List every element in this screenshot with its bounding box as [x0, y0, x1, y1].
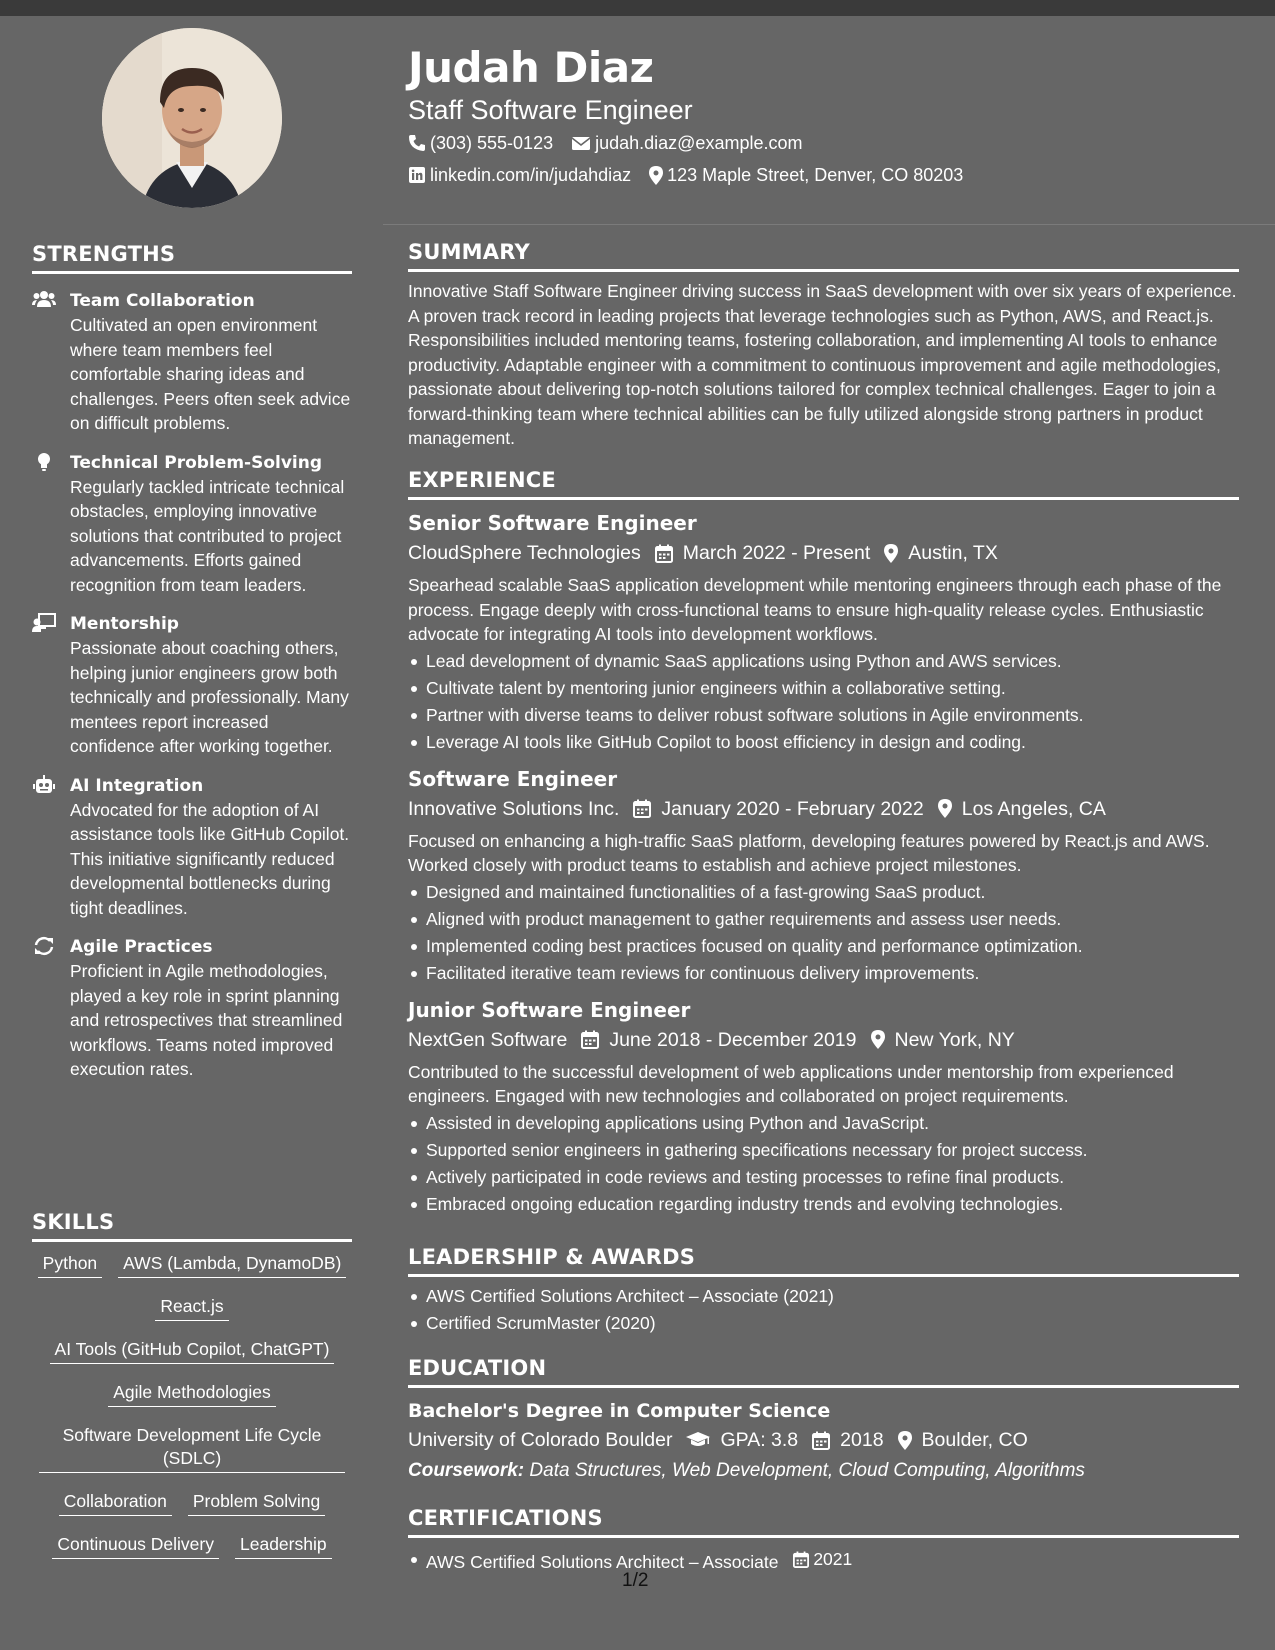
top-bar	[0, 0, 1275, 16]
coursework	[408, 1456, 1239, 1486]
job-bullet: Implemented coding best practices focused on quality and performance optimization.	[408, 933, 1239, 960]
summary-text: Innovative Staff Software Engineer driving success in SaaS development with over six years of experience. A proven track record in leading projects that leverage technologies such as Python, AWS, and React.js. Responsibilities included mentoring teams, fostering collaboration, and implementing AI tools to enhance productivity. Adaptable engineer with a commitment to continuous improvement and agile methodologies, passionate about delivering top-notch solutions tailored for complex technical challenges. Eager to join a forward-thinking team where technical abilities can be fully utilized alongside strong partners in product management.	[408, 281, 1237, 448]
strength-item	[32, 289, 352, 436]
job-bullet: Leverage AI tools like GitHub Copilot to boost efficiency in design and coding.	[408, 729, 1239, 756]
job-dates: January 2020 - February 2022	[661, 797, 924, 820]
skill-tag: Python	[38, 1252, 102, 1278]
certifications-section	[408, 1506, 1239, 1576]
company-name: Innovative Solutions Inc.	[408, 797, 620, 820]
skill-tag: Continuous Delivery	[52, 1533, 219, 1559]
certifications-heading: CERTIFICATIONS	[408, 1506, 1239, 1538]
skill-tag: Software Development Life Cycle (SDLC)	[39, 1424, 345, 1473]
calendar-icon	[812, 1431, 830, 1450]
leadership-section	[408, 1245, 1239, 1337]
certification-year: 2021	[813, 1549, 853, 1569]
map-pin-icon	[649, 166, 663, 185]
job-location: New York, NY	[894, 1028, 1015, 1051]
job-location: Austin, TX	[908, 542, 998, 564]
map-pin-icon	[871, 1030, 885, 1049]
education-heading: EDUCATION	[408, 1356, 1239, 1388]
candidate-name: Judah Diaz	[408, 43, 654, 92]
address: 123 Maple Street, Denver, CO 80203	[667, 165, 964, 185]
leadership-heading: LEADERSHIP & AWARDS	[408, 1245, 1239, 1277]
education-section	[408, 1356, 1239, 1486]
award-item: AWS Certified Solutions Architect – Associate (2021)	[408, 1283, 1239, 1310]
strength-desc: Passionate about coaching others, helping junior engineers grow both technically and professionally. Many mentees report increased confidence after working together.	[70, 638, 349, 756]
strength-desc: Cultivated an open environment where team members feel comfortable sharing ideas and challenges. Peers often seek advice on difficult problems.	[70, 315, 351, 433]
job-bullet: Partner with diverse teams to deliver robust software solutions in Agile environments.	[408, 702, 1239, 729]
calendar-icon	[581, 1030, 599, 1049]
strength-desc: Advocated for the adoption of AI assistance tools like GitHub Copilot. This initiative significantly reduced developmental bottlenecks during tight deadlines.	[70, 799, 350, 918]
job-bullet: Actively participated in code reviews and testing processes to refine final products.	[408, 1164, 1239, 1191]
avatar	[102, 28, 282, 208]
certification-name: AWS Certified Solutions Architect – Associate	[426, 1552, 779, 1572]
job-dates: March 2022 - Present	[682, 542, 871, 564]
coursework-label: Coursework:	[408, 1460, 525, 1481]
sync-icon	[32, 936, 56, 956]
users-icon	[32, 290, 56, 310]
job-bullet: Embraced ongoing education regarding industry trends and evolving technologies.	[408, 1191, 1239, 1218]
strength-title: Technical Problem-Solving	[70, 452, 323, 473]
job-title: Software Engineer	[408, 766, 618, 791]
job-description: Focused on enhancing a high-traffic SaaS platform, developing features powered by React.js and AWS. Worked closely with product teams to establish and achieve project milestones.	[408, 830, 1210, 875]
strength-item	[32, 612, 352, 759]
school-name: University of Colorado Boulder	[408, 1429, 673, 1451]
job-bullet: Facilitated iterative team reviews for continuous delivery improvements.	[408, 960, 1239, 987]
graduation-year: 2018	[840, 1429, 884, 1451]
strength-item	[32, 451, 352, 598]
job-location: Los Angeles, CA	[961, 797, 1106, 820]
company-name: CloudSphere Technologies	[408, 542, 641, 564]
phone-number: (303) 555-0123	[430, 133, 554, 153]
phone-icon	[408, 134, 426, 152]
gpa: GPA: 3.8	[720, 1429, 799, 1451]
chalkboard-teacher-icon	[32, 613, 56, 633]
job-bullet: Cultivate talent by mentoring junior engineers within a collaborative setting.	[408, 675, 1239, 702]
company-name: NextGen Software	[408, 1028, 568, 1051]
linkedin-link[interactable]: linkedin.com/in/judahdiaz	[430, 165, 632, 185]
experience-heading: EXPERIENCE	[408, 468, 1239, 500]
skills-section	[32, 1210, 352, 1576]
job-description: Spearhead scalable SaaS application development while mentoring engineers through each phase of the process. Engage deeply with cross-functional teams to ensure high-quality release cycles. Enthusiastic advocate for integrating AI tools into development workflows.	[408, 575, 1222, 644]
skill-tag: Collaboration	[59, 1490, 172, 1516]
strength-desc: Regularly tackled intricate technical obstacles, employing innovative solutions that contributed to project advancements. Efforts gained recognition from team leaders.	[70, 476, 345, 595]
map-pin-icon	[898, 1431, 912, 1450]
graduation-cap-icon	[686, 1431, 710, 1449]
job-entry	[408, 765, 1239, 987]
page-number: 1/2	[622, 1570, 649, 1591]
job-title: Junior Software Engineer	[408, 997, 691, 1022]
strength-title: Team Collaboration	[70, 291, 255, 311]
envelope-icon	[571, 135, 591, 151]
job-entry	[408, 509, 1239, 756]
job-bullet: Lead development of dynamic SaaS applications using Python and AWS services.	[408, 648, 1239, 675]
linkedin-icon	[408, 166, 426, 184]
job-bullet: Aligned with product management to gather requirements and assess user needs.	[408, 906, 1239, 933]
job-title: Senior Software Engineer	[408, 511, 697, 535]
resume-header	[408, 40, 1238, 190]
strength-item	[32, 774, 352, 921]
summary-section	[408, 240, 1239, 451]
map-pin-icon	[938, 799, 952, 818]
certification-item	[408, 1546, 1239, 1576]
job-description: Contributed to the successful development of web applications under mentorship from experienced engineers. Engaged with new technologies and collaborated on project requirements.	[408, 1061, 1174, 1106]
strength-title: Mentorship	[70, 614, 179, 634]
strength-item	[32, 935, 352, 1082]
header-divider	[383, 224, 1275, 225]
strength-desc: Proficient in Agile methodologies, played a key role in sprint planning and retrospectives that streamlined workflows. Teams noted improved execution rates.	[70, 961, 343, 1079]
map-pin-icon	[884, 544, 898, 563]
summary-heading: SUMMARY	[408, 240, 1239, 272]
calendar-icon	[633, 799, 651, 818]
skill-tag: Agile Methodologies	[108, 1381, 276, 1407]
school-location: Boulder, CO	[921, 1429, 1028, 1451]
robot-icon	[32, 775, 56, 795]
job-bullet: Designed and maintained functionalities of a fast-growing SaaS product.	[408, 879, 1239, 906]
job-dates: June 2018 - December 2019	[609, 1028, 857, 1051]
candidate-title: Staff Software Engineer	[408, 95, 693, 125]
skill-tag: AWS (Lambda, DynamoDB)	[118, 1252, 346, 1278]
email-link[interactable]: judah.diaz@example.com	[595, 133, 803, 153]
skill-tag: AI Tools (GitHub Copilot, ChatGPT)	[50, 1338, 335, 1364]
lightbulb-icon	[32, 452, 56, 472]
calendar-icon	[793, 1551, 809, 1568]
degree: Bachelor's Degree in Computer Science	[408, 1400, 831, 1422]
calendar-icon	[655, 544, 673, 563]
job-entry	[408, 996, 1239, 1218]
strength-title: Agile Practices	[70, 937, 213, 957]
strength-title: AI Integration	[70, 775, 204, 796]
skill-tag: React.js	[155, 1295, 228, 1321]
skill-tag: Problem Solving	[188, 1490, 325, 1516]
job-bullet: Assisted in developing applications using Python and JavaScript.	[408, 1110, 1239, 1137]
strengths-section	[32, 242, 352, 1082]
skill-tag: Leadership	[235, 1533, 332, 1559]
coursework-list: Data Structures, Web Development, Cloud Computing, Algorithms	[529, 1460, 1085, 1481]
experience-section	[408, 468, 1239, 1218]
strengths-heading: STRENGTHS	[32, 242, 352, 274]
skills-heading: SKILLS	[32, 1210, 352, 1242]
award-item: Certified ScrumMaster (2020)	[408, 1310, 1239, 1337]
job-bullet: Supported senior engineers in gathering specifications necessary for project success.	[408, 1137, 1239, 1164]
